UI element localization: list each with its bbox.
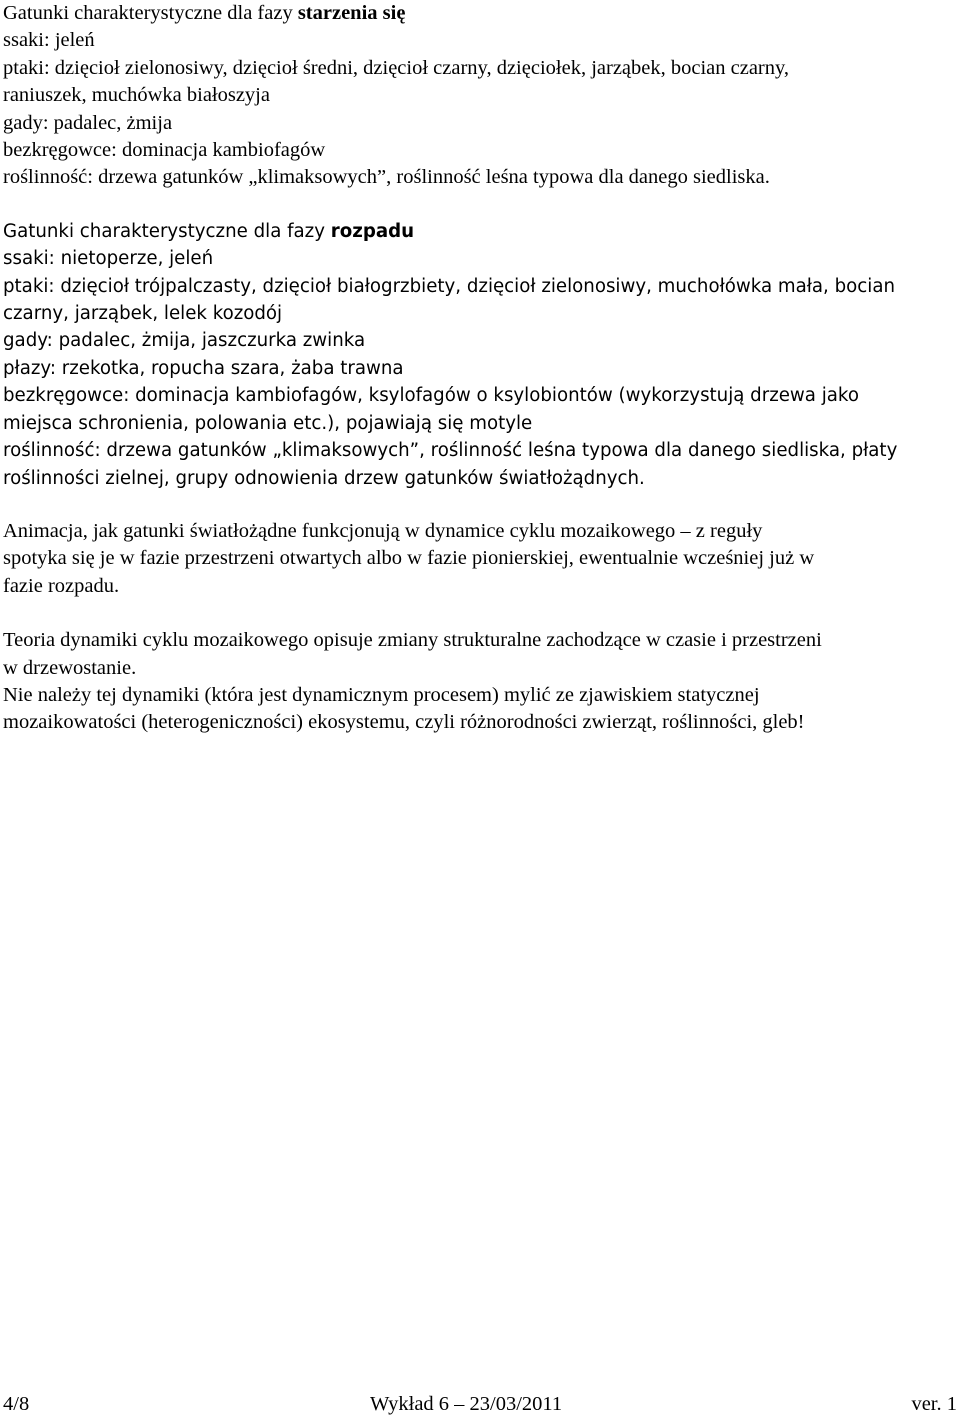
section-starzenie xyxy=(3,0,958,192)
text-line: ssaki: nietoperze, jeleń xyxy=(3,248,214,270)
text-line: roślinność: drzewa gatunków „klimaksowych”, roślinność leśna typowa dla danego siedliska. xyxy=(3,166,770,189)
text-line: Animacja, jak gatunki światłożądne funkcjonują w dynamice cyklu mozaikowego – z reguły xyxy=(3,519,763,542)
text-line: płazy: rzekotka, ropucha szara, żaba trawna xyxy=(3,357,404,379)
text-line: gady: padalec, żmija, jaszczurka zwinka xyxy=(3,330,366,352)
paragraph-animacja xyxy=(3,518,958,600)
section-heading: Gatunki charakterystyczne dla fazy rozpadu xyxy=(3,220,415,242)
text-line: w drzewostanie. xyxy=(3,656,137,679)
phase-name: rozpadu xyxy=(330,220,415,242)
text-line: roślinność: drzewa gatunków „klimaksowych”, roślinność leśna typowa dla danego siedliska, płaty xyxy=(3,440,898,462)
text-line: miejsca schronienia, polowania etc.), pojawiają się motyle xyxy=(3,412,533,434)
section-heading: Gatunki charakterystyczne dla fazy starzenia się xyxy=(3,2,406,24)
document-page xyxy=(3,0,958,737)
text-line: czarny, jarząbek, lelek kozodój xyxy=(3,303,283,325)
phase-name: starzenia się xyxy=(297,2,406,24)
text-line: mozaikowatości (heterogeniczności) ekosystemu, czyli różnorodności zwierząt, roślinności, gleb! xyxy=(3,711,805,734)
text-line: raniuszek, muchówka białoszyja xyxy=(3,84,270,107)
section-rozpad xyxy=(3,218,958,492)
lecture-label: Wykład 6 – 23/03/2011 xyxy=(370,1393,563,1415)
text-line: spotyka się je w fazie przestrzeni otwartych albo w fazie pionierskiej, ewentualnie wcześniej już w xyxy=(3,547,815,570)
text-line: bezkręgowce: dominacja kambiofagów xyxy=(3,139,326,162)
page-number: 4/8 xyxy=(3,1393,30,1415)
paragraph-teoria xyxy=(3,627,958,682)
version-label: ver. 1 xyxy=(911,1393,957,1415)
text-line: fazie rozpadu. xyxy=(3,574,120,597)
text-line: roślinności zielnej, grupy odnowienia drzew gatunków światłożądnych. xyxy=(3,467,645,489)
text-line: bezkręgowce: dominacja kambiofagów, ksylofagów o ksylobiontów (wykorzystują drzewa jako xyxy=(3,385,859,407)
text-line: Teoria dynamiki cyklu mozaikowego opisuje zmiany strukturalne zachodzące w czasie i przestrzeni xyxy=(3,629,822,652)
text-line: Nie należy tej dynamiki (która jest dynamicznym procesem) mylić ze zjawiskiem statycznej xyxy=(3,683,760,706)
text-line: ptaki: dzięcioł trójpalczasty, dzięcioł białogrzbiety, dzięcioł zielonosiwy, muchołówka mała, bocian xyxy=(3,275,896,297)
page-footer xyxy=(3,1391,957,1419)
text-line: ptaki: dzięcioł zielonosiwy, dzięcioł średni, dzięcioł czarny, dzięciołek, jarząbek, bocian czarny, xyxy=(3,56,790,79)
text-line: ssaki: jeleń xyxy=(3,29,95,52)
text-line: gady: padalec, żmija xyxy=(3,111,173,134)
paragraph-uwaga xyxy=(3,682,958,737)
